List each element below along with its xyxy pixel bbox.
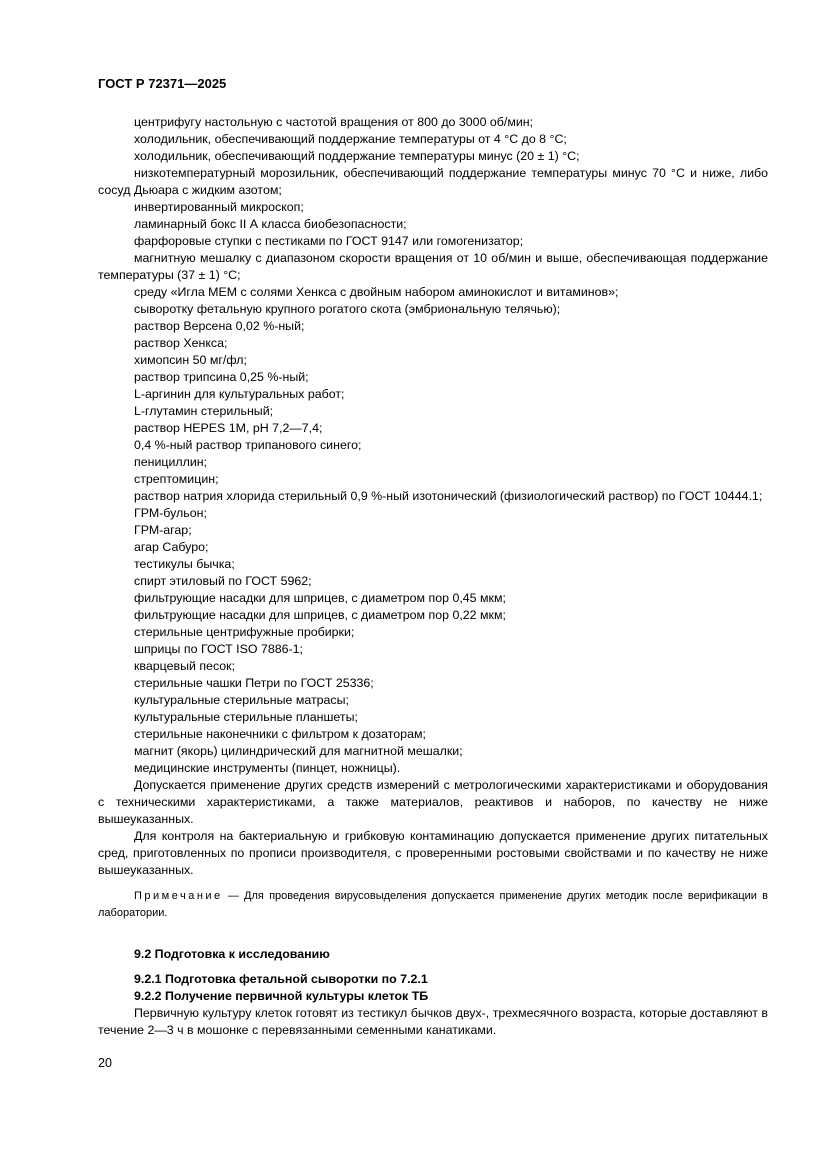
list-item: фильтрующие насадки для шприцев, с диаметром пор 0,22 мкм; — [134, 608, 506, 622]
list-item: медицинские инструменты (пинцет, ножницы). — [134, 761, 401, 775]
list-item: химопсин 50 мг/фл; — [134, 353, 247, 367]
subsection-heading-2: 9.2.2 Получение первичной культуры клеток ТБ — [134, 989, 429, 1003]
list-item: холодильник, обеспечивающий поддержание температуры минус (20 ± 1) °С; — [134, 149, 580, 163]
list-item: раствор трипсина 0,25 %-ный; — [134, 370, 309, 384]
subsection-heading-1: 9.2.1 Подготовка фетальной сыворотки по 7.2.1 — [134, 972, 428, 986]
paragraph-equivalents: Допускается применение других средств измерений с метрологическими характеристиками и оборудования с техническими характеристиками, а также материалов, реактивов и наборов, по качеству не ниже вышеуказанных. — [98, 778, 768, 826]
list-item: спирт этиловый по ГОСТ 5962; — [134, 574, 312, 588]
list-item: стерильные центрифужные пробирки; — [134, 625, 355, 639]
note-label: Примечание — [134, 890, 223, 902]
page-content — [98, 114, 768, 1039]
list-item: магнитную мешалку с диапазоном скорости вращения от 10 об/мин и выше, обеспечивающая поддержание температуры (37 ± 1) °С; — [98, 251, 768, 282]
list-item: пенициллин; — [134, 455, 208, 469]
list-item: ГРМ-бульон; — [134, 506, 207, 520]
list-item: кварцевый песок; — [134, 659, 236, 673]
list-item: ГРМ-агар; — [134, 523, 192, 537]
list-item: культуральные стерильные матрасы; — [134, 693, 349, 707]
list-item: L-глутамин стерильный; — [134, 404, 274, 418]
list-item: L-аргинин для культуральных работ; — [134, 387, 345, 401]
list-item: раствор Хенкса; — [134, 336, 228, 350]
list-item: раствор натрия хлорида стерильный 0,9 %-ный изотонический (физиологический раствор) по ГОСТ 10444.1; — [134, 489, 763, 503]
list-item: агар Сабуро; — [134, 540, 209, 554]
section-paragraph: Первичную культуру клеток готовят из тестикул бычков двух-, трехмесячного возраста, которые доставляют в течение 2—3 ч в мошонке с перевязанными семенными канатиками. — [98, 1006, 768, 1037]
equipment-list — [98, 114, 768, 777]
list-item: фарфоровые ступки с пестиками по ГОСТ 9147 или гомогенизатор; — [134, 234, 524, 248]
list-item: шприцы по ГОСТ ISO 7886-1; — [134, 642, 303, 656]
list-item: раствор Версена 0,02 %-ный; — [134, 319, 305, 333]
list-item: фильтрующие насадки для шприцев, с диаметром пор 0,45 мкм; — [134, 591, 506, 605]
note — [98, 888, 768, 922]
list-item: культуральные стерильные планшеты; — [134, 710, 358, 724]
note-text: — Для проведения вирусовыделения допускается применение других методик после верификации в лаборатории. — [98, 890, 768, 919]
list-item: среду «Игла МЕМ с солями Хенкса с двойным набором аминокислот и витаминов»; — [134, 285, 619, 299]
list-item: инвертированный микроскоп; — [134, 200, 304, 214]
list-item: стрептомицин; — [134, 472, 219, 486]
page-number: 20 — [98, 1056, 112, 1070]
list-item: ламинарный бокс II А класса биобезопасности; — [134, 217, 407, 231]
list-item: 0,4 %-ный раствор трипанового синего; — [134, 438, 362, 452]
list-item: стерильные чашки Петри по ГОСТ 25336; — [134, 676, 374, 690]
list-item: магнит (якорь) цилиндрический для магнитной мешалки; — [134, 744, 463, 758]
list-item: низкотемпературный морозильник, обеспечивающий поддержание температуры минус 70 °С и ниже, либо сосуд Дьюара с жидким азотом; — [98, 166, 768, 197]
list-item: раствор HEPES 1M, pH 7,2—7,4; — [134, 421, 323, 435]
list-item: стерильные наконечники с фильтром к дозаторам; — [134, 727, 426, 741]
paragraph-contamination: Для контроля на бактериальную и грибковую контаминацию допускается применение других питательных сред, приготовленных по прописи производителя, с проверенными ростовыми свойствами и по качеству не ниже вышеуказанных. — [98, 829, 768, 877]
list-item: холодильник, обеспечивающий поддержание температуры от 4 °С до 8 °С; — [134, 132, 567, 146]
section-heading: 9.2 Подготовка к исследованию — [134, 947, 330, 961]
list-item: тестикулы бычка; — [134, 557, 235, 571]
list-item: центрифугу настольную с частотой вращения от 800 до 3000 об/мин; — [134, 115, 534, 129]
list-item: сыворотку фетальную крупного рогатого скота (эмбриональную телячью); — [134, 302, 561, 316]
document-header: ГОСТ Р 72371—2025 — [98, 76, 227, 91]
